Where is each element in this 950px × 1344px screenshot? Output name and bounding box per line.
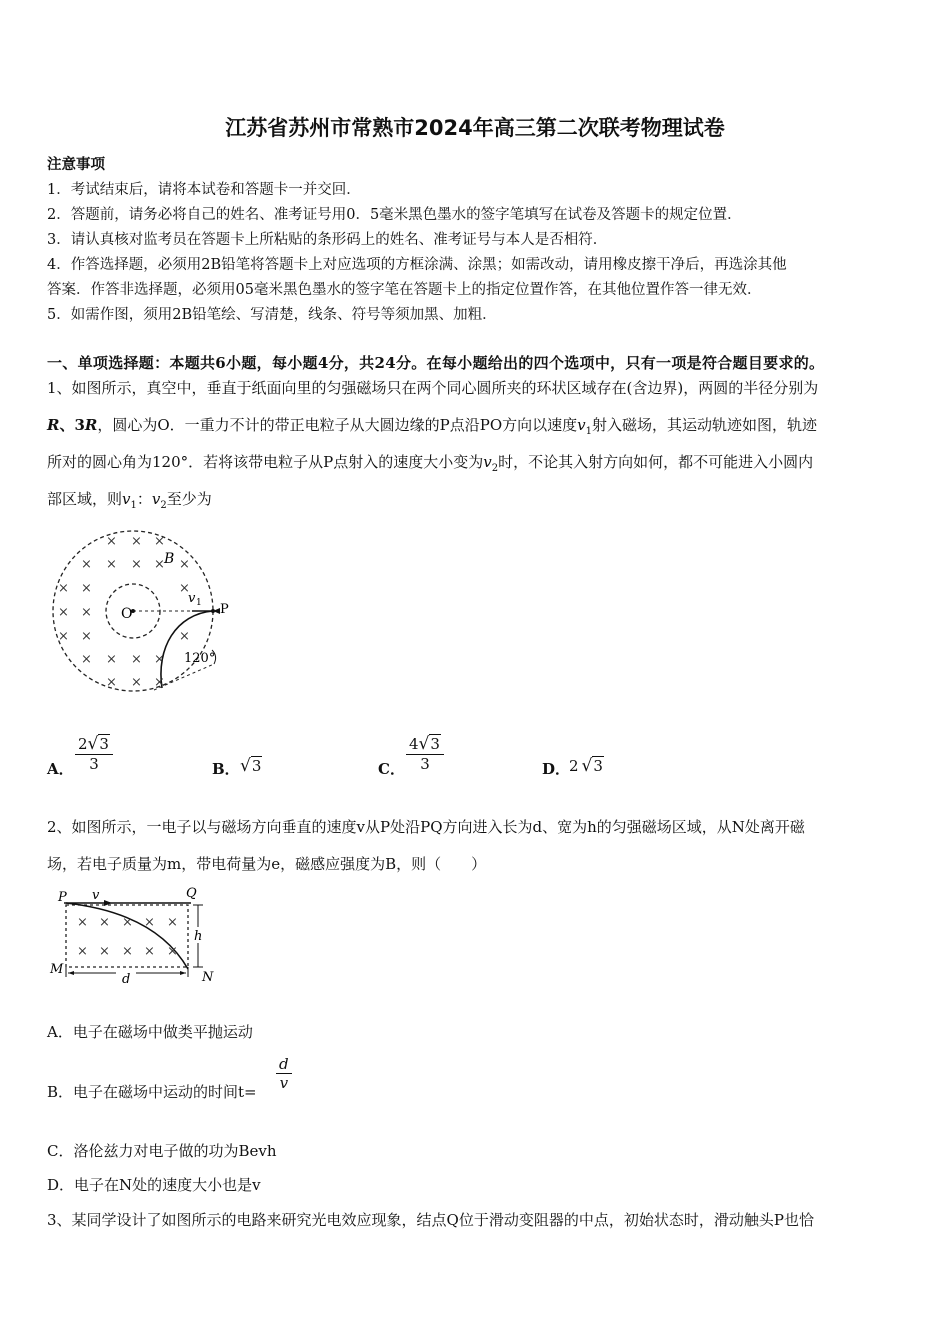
cross: × — [131, 675, 142, 690]
cross: × — [106, 675, 117, 690]
q2-option-d: D．电子在N处的速度大小也是v — [47, 1176, 261, 1194]
cross: × — [58, 581, 69, 596]
label-m: M — [50, 962, 64, 977]
label-p: P — [220, 602, 229, 617]
cross: × — [81, 629, 92, 644]
p-dot — [211, 609, 215, 613]
q1-ratio-v2: v — [151, 490, 161, 508]
label-h: h — [194, 929, 203, 944]
frac-num: d — [279, 1055, 289, 1073]
cross: × — [144, 915, 155, 930]
cross: × — [131, 652, 142, 667]
q1-text: ，圆心为O．一重力不计的带正电粒子从大圆边缘的P点沿PO方向以速度 — [97, 416, 578, 434]
q1-option-b-value: √3 — [240, 756, 262, 776]
q3-line1: 3、某同学设计了如图所示的电路来研究光电效应现象，结点Q位于滑动变阻器的中点，初始状态时，滑动触头P也恰 — [47, 1211, 814, 1229]
notice-item: 3．请认真核对监考员在答题卡上所粘贴的条形码上的姓名、准考证号与本人是否相符． — [47, 232, 608, 248]
q1-v2: v — [483, 453, 492, 471]
label-v1-sub: 1 — [196, 598, 202, 608]
q1-line3 — [47, 451, 813, 474]
q1-option-a-fraction: 2√3 3 — [75, 734, 113, 773]
notice-item: 1．考试结束后，请将本试卷和答题卡一并交回． — [47, 182, 361, 198]
q1-option-d-value: 2 √3 — [569, 756, 603, 776]
cross: × — [77, 915, 88, 930]
q1-text: 至少为 — [166, 490, 212, 508]
q1-text: 部区域，则 — [47, 490, 123, 508]
cross: × — [99, 915, 110, 930]
q1-ratio-v1: v — [122, 490, 131, 508]
label-v1: v — [188, 591, 196, 606]
cross: × — [106, 652, 117, 667]
cross: × — [81, 581, 92, 596]
label-q: Q — [186, 886, 197, 901]
q2-line2: 场，若电子质量为m，带电荷量为e，磁感应强度为B，则（ ） — [47, 855, 487, 873]
notice-heading: 注意事项 — [47, 156, 105, 173]
cross: × — [81, 652, 92, 667]
section-heading: 一、单项选择题：本题共6小题，每小题4分，共24分。在每小题给出的四个选项中，只有一项是符合题目要求的。 — [47, 354, 825, 372]
notice-item: 2．答题前，请务必将自己的姓名、准考证号用0．5毫米黑色墨水的签字笔填写在试卷及答题卡的规定位置． — [47, 207, 742, 223]
cross: × — [106, 557, 117, 572]
frac-radicand: 3 — [99, 735, 109, 753]
q1-ratio-colon: ： — [136, 490, 152, 508]
q1-option-b-label: B． — [212, 760, 240, 778]
trajectory-arc — [161, 611, 216, 688]
cross: × — [154, 652, 165, 667]
q1-sep: 、3 — [59, 416, 85, 434]
label-angle: 120° — [184, 651, 216, 666]
frac-den: 3 — [89, 755, 99, 773]
cross: × — [122, 915, 133, 930]
coef: 2 — [569, 757, 579, 775]
frac-coef: 2 — [78, 735, 88, 753]
q2-option-a: A．电子在磁场中做类平抛运动 — [47, 1023, 253, 1041]
cross: × — [99, 944, 110, 959]
q1-option-a-label: A． — [47, 760, 74, 778]
cross: × — [131, 557, 142, 572]
cross: × — [179, 629, 190, 644]
q1-v2-sub: 2 — [491, 463, 499, 474]
label-o: O — [121, 606, 133, 622]
q2-option-b-fraction — [276, 1055, 292, 1092]
q1-v1-sub: 1 — [585, 426, 593, 437]
frac-radicand: 3 — [430, 735, 440, 753]
cross: × — [179, 581, 190, 596]
cross: × — [154, 557, 165, 572]
notice-item: 5．如需作图，须用2B铅笔绘、写清楚，线条、符号等须加黑、加粗． — [47, 307, 497, 323]
cross: × — [179, 557, 190, 572]
q1-option-d-label: D． — [542, 760, 571, 778]
q1-text: 所对的圆心角为120°．若将该带电粒子从P点射入的速度大小变为 — [47, 453, 484, 471]
frac-den: 3 — [420, 755, 430, 773]
cross: × — [81, 557, 92, 572]
notice-item: 答案．作答非选择题，必须用05毫米黑色墨水的签字笔在答题卡上的指定位置作答，在其他位置作答一律无效． — [47, 282, 762, 298]
cross: × — [58, 605, 69, 620]
radicand: 3 — [251, 757, 262, 775]
q2-option-b: B．电子在磁场中运动的时间t= — [47, 1083, 257, 1101]
cross: × — [122, 944, 133, 959]
label-v: v — [92, 888, 100, 903]
q1-v1: v — [577, 416, 586, 434]
q2-line1: 2、如图所示，一电子以与磁场方向垂直的速度v从P处沿PQ方向进入长为d、宽为h的匀强磁场区域，从N处离开磁 — [47, 818, 805, 836]
cross: × — [81, 605, 92, 620]
cross: × — [77, 944, 88, 959]
label-d: d — [122, 972, 131, 987]
q1-line4 — [47, 488, 212, 511]
q2-figure — [46, 883, 226, 989]
q1-text: 射入磁场，其运动轨迹如图，轨迹 — [592, 416, 818, 434]
notice-item: 4．作答选择题，必须用2B铅笔将答题卡上对应选项的方框涂满、涂黑；如需改动，请用橡皮擦干净后，再选涂其他 — [47, 257, 787, 273]
field-crosses — [77, 915, 178, 959]
frac-coef: 4 — [409, 735, 419, 753]
q1-line1: 1、如图所示，真空中，垂直于纸面向里的匀强磁场只在两个同心圆所夹的环状区域存在(含边界)，两圆的半径分别为 — [47, 379, 819, 397]
cross: × — [58, 629, 69, 644]
q2-option-c: C．洛伦兹力对电子做的功为Bevh — [47, 1142, 277, 1160]
radicand: 3 — [593, 757, 603, 775]
cross: × — [131, 534, 142, 549]
q1-radius-r: R — [47, 416, 60, 434]
electron-path — [66, 903, 188, 969]
q1-ratio-sub1: 1 — [130, 500, 137, 511]
page-title: 江苏省苏州市常熟市2024年高三第二次联考物理试卷 — [225, 116, 725, 140]
cross: × — [106, 534, 117, 549]
q1-option-c-label: C． — [378, 760, 405, 778]
label-n: N — [202, 970, 214, 985]
arrow-right-icon — [180, 971, 186, 975]
label-b: B — [164, 551, 175, 567]
cross: × — [167, 915, 178, 930]
q1-text: 时，不论其入射方向如何，都不可能进入小圆内 — [498, 453, 814, 471]
cross: × — [154, 675, 165, 690]
cross: × — [167, 944, 178, 959]
q1-radius-3r: R — [84, 416, 98, 434]
frac-den: v — [279, 1074, 289, 1092]
cross: × — [144, 944, 155, 959]
q1-line2 — [47, 414, 817, 437]
label-p: P — [58, 890, 67, 905]
cross: × — [154, 534, 165, 549]
q1-figure — [44, 528, 234, 696]
arrow-left-icon — [68, 971, 74, 975]
q1-option-c-fraction: 4√3 3 — [406, 734, 444, 773]
q1-ratio-sub2: 2 — [160, 500, 167, 511]
